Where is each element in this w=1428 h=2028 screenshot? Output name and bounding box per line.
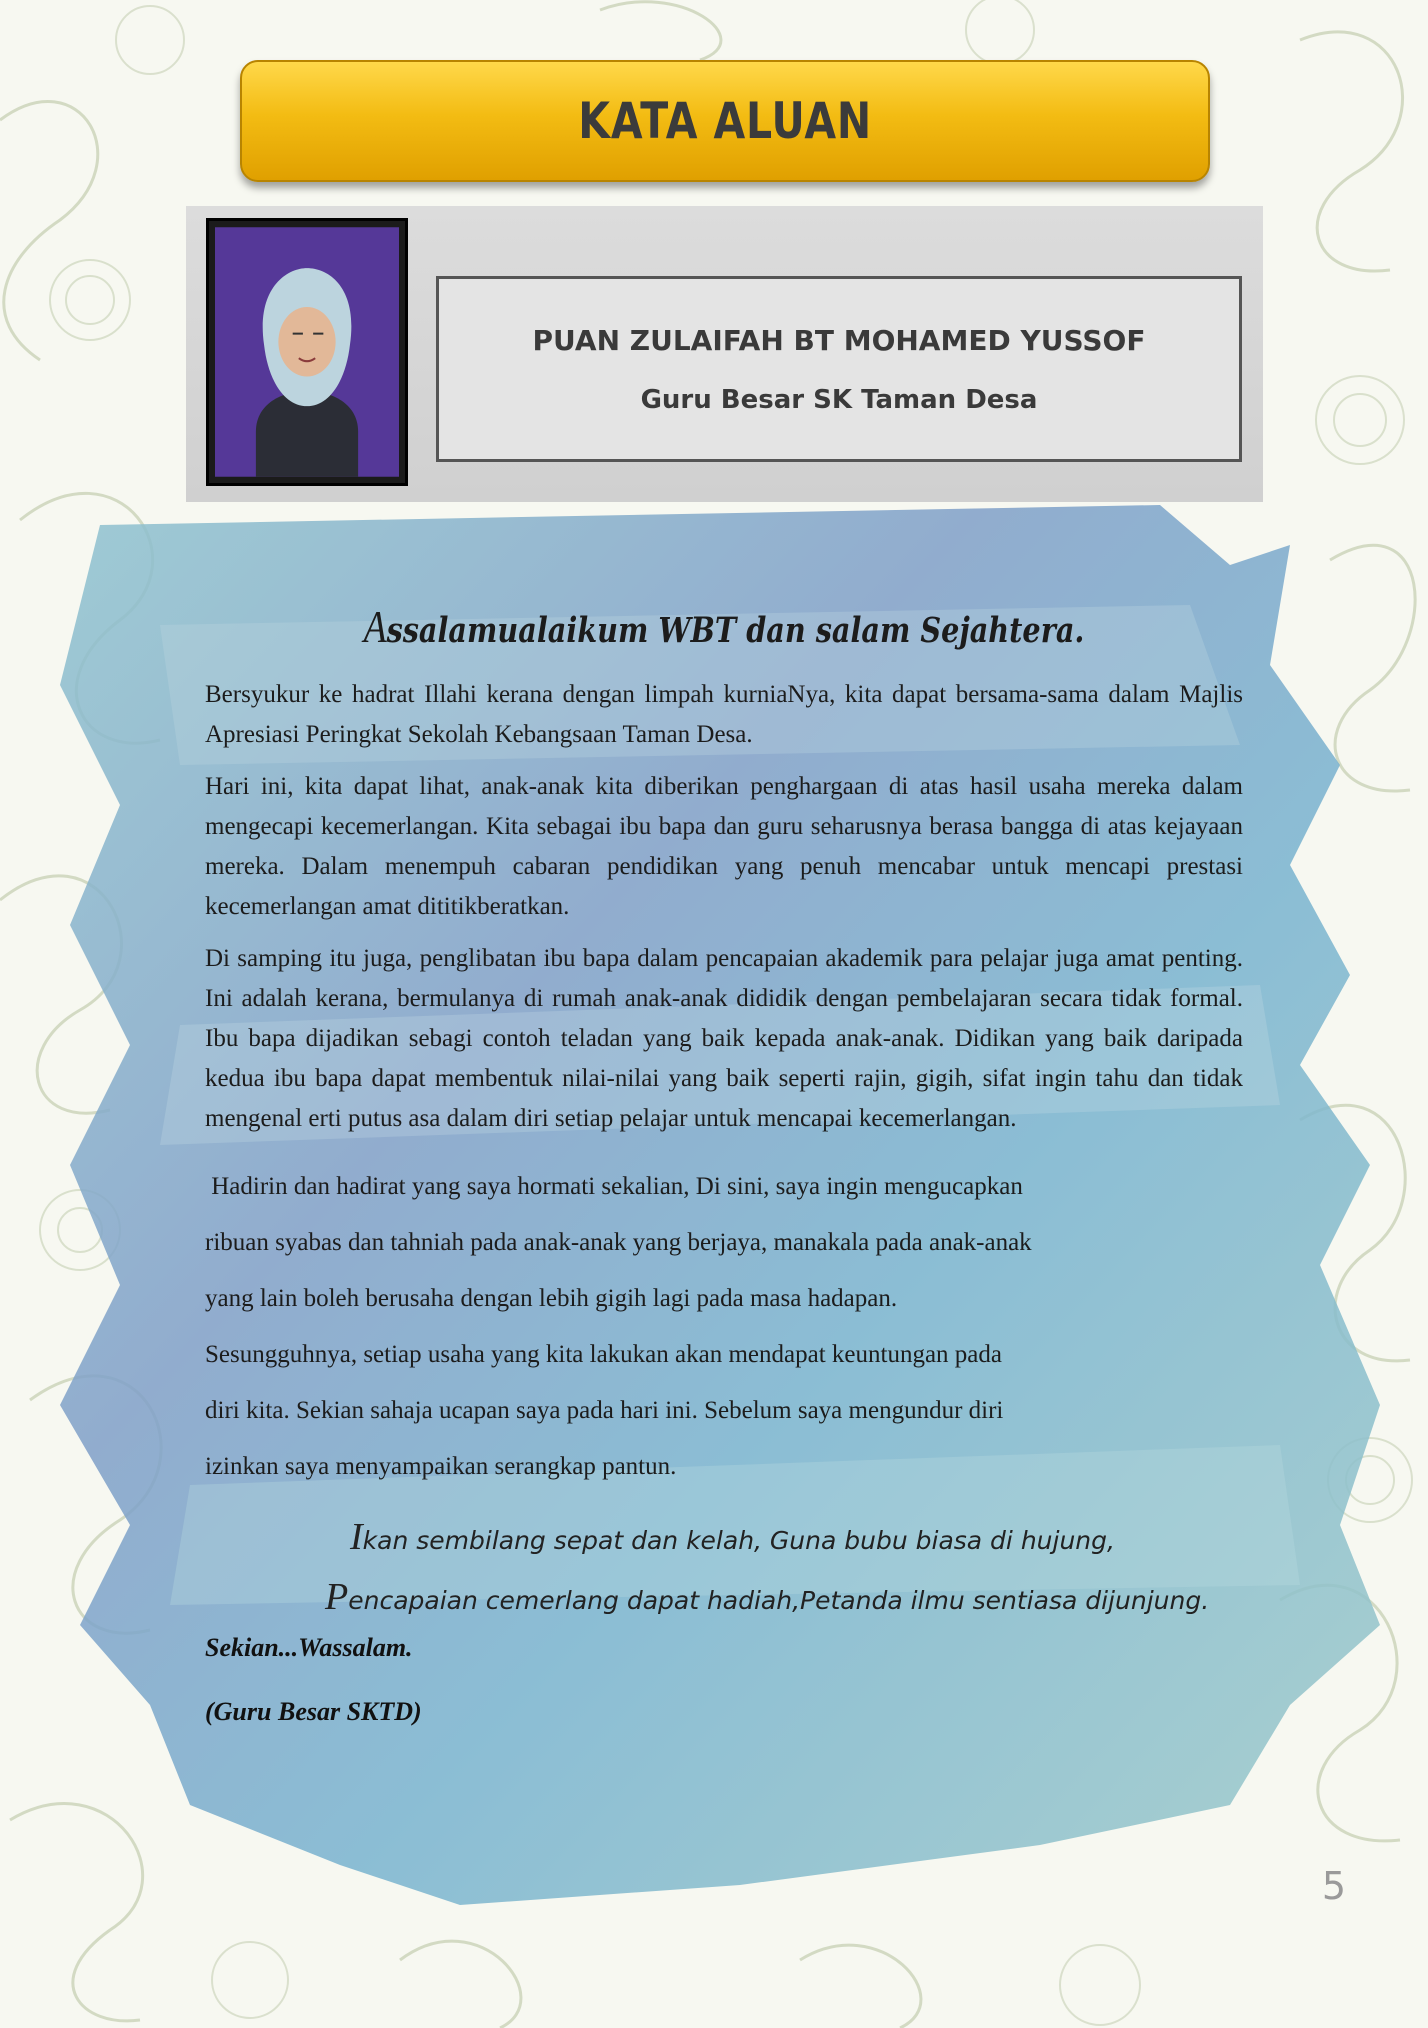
closing-line: yang lain boleh berusaha dengan lebih gigih lagi pada masa hadapan. [205, 1285, 898, 1312]
page-number: 5 [1321, 1864, 1346, 1908]
signature: (Guru Besar SKTD) [205, 1697, 422, 1726]
greeting-initial: A [363, 601, 387, 652]
title-banner [240, 60, 1210, 182]
closing-line: ribuan syabas dan tahniah pada anak-anak yang berjaya, manakala pada anak-anak [205, 1229, 1032, 1256]
pantun-text: kan sembilang sepat dan kelah, Guna bubu biasa di hujung, [362, 1526, 1115, 1555]
portrait-photo [215, 227, 399, 477]
portrait-frame [206, 218, 408, 486]
speech-content [205, 600, 1243, 1727]
pantun-line-1 [205, 1515, 1243, 1559]
pantun-initial: I [350, 1516, 363, 1558]
closing-line: diri kita. Sekian sahaja ucapan saya pada hari ini. Sebelum saya mengundur diri [205, 1397, 1004, 1424]
closing-line: Hadirin dan hadirat yang saya hormati sekalian, Di sini, saya ingin mengucapkan [205, 1173, 1023, 1200]
closing-line: Sesungguhnya, setiap usaha yang kita lakukan akan mendapat keuntungan pada [205, 1341, 1002, 1368]
pantun-text: encapaian cemerlang dapat hadiah,Petanda ilmu sentiasa dijunjung. [348, 1586, 1210, 1615]
greeting-text: ssalamualaikum WBT dan salam Sejahtera. [386, 610, 1085, 651]
pantun-initial: P [325, 1576, 349, 1618]
profile-panel [186, 206, 1263, 502]
greeting [298, 600, 1149, 653]
name-box [436, 276, 1242, 462]
headmaster-name: PUAN ZULAIFAH BT MOHAMED YUSSOF [532, 323, 1146, 357]
headmaster-role: Guru Besar SK Taman Desa [640, 384, 1038, 415]
page-title: KATA ALUAN [578, 92, 872, 150]
pantun-line-2 [205, 1575, 1243, 1619]
closing-line: izinkan saya menyampaikan serangkap pantun. [205, 1453, 677, 1480]
paragraph-1: Bersyukur ke hadrat Illahi kerana dengan limpah kurniaNya, kita dapat bersama-sama dalam Majlis Apresiasi Peringkat Sekolah Kebangsaan Taman Desa. [205, 681, 1243, 748]
paragraph-3: Di samping itu juga, penglibatan ibu bapa dalam pencapaian akademik para pelajar juga amat penting. Ini adalah kerana, bermulanya di rumah anak-anak dididik dengan pembelajaran secara tidak formal. Ibu bapa dijadikan sebagi contoh teladan yang baik kepada anak-anak. Didikan yang baik daripada kedua ibu bapa dapat membentuk nilai-nilai yang baik seperti rajin, gigih, sifat ingin tahu dan tidak mengenal erti putus asa dalam diri setiap pelajar untuk mencapai kecemerlangan. [205, 945, 1243, 1132]
signoff: Sekian...Wassalam. [205, 1633, 413, 1662]
paragraph-2: Hari ini, kita dapat lihat, anak-anak kita diberikan penghargaan di atas hasil usaha mereka dalam mengecapi kecemerlangan. Kita sebagai ibu bapa dan guru seharusnya berasa bangga di atas kejayaan mereka. Dalam menempuh cabaran pendidikan yang penuh mencabar untuk mencapi prestasi kecemerlangan amat dititikberatkan. [205, 773, 1243, 920]
